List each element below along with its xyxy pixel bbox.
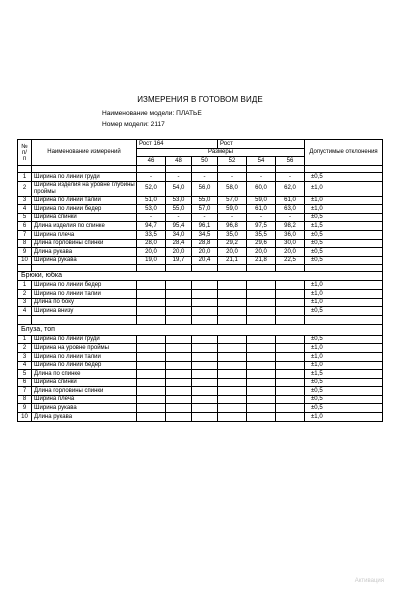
measurement-value: 36,0: [276, 230, 305, 239]
empty-cell: [218, 370, 247, 379]
row-number: 3: [18, 196, 32, 205]
row-number: 6: [18, 222, 32, 231]
row-number: 1: [18, 173, 32, 182]
empty-cell: [192, 315, 218, 324]
measurement-name: Длина горловины спинки: [32, 239, 137, 248]
measurement-value: -: [166, 173, 192, 182]
table-row: [18, 213, 383, 222]
table-row: [18, 239, 383, 248]
empty-cell: [32, 315, 137, 324]
measurement-value: 28,0: [137, 239, 166, 248]
measurement-value: 20,0: [247, 248, 276, 257]
measurement-value: 19,0: [137, 256, 166, 265]
row-number: 7: [18, 230, 32, 239]
measurement-name: Ширина по линии бедер: [32, 361, 137, 370]
measurement-value: -: [166, 213, 192, 222]
empty-cell: [166, 378, 192, 387]
measurement-value: 63,0: [276, 205, 305, 214]
row-number: 1: [18, 335, 32, 344]
measurement-value: 29,2: [218, 239, 247, 248]
measurement-name: Ширина плеча: [32, 230, 137, 239]
row-number: 6: [18, 378, 32, 387]
tolerance-value: ±0,5: [305, 378, 383, 387]
empty-cell: [192, 404, 218, 413]
measurement-name: Ширина по линии бедер: [32, 205, 137, 214]
empty-cell: [166, 265, 192, 272]
measurement-value: -: [276, 213, 305, 222]
empty-cell: [192, 352, 218, 361]
empty-cell: [218, 395, 247, 404]
tolerance-value: ±0,5: [305, 307, 383, 316]
measurement-name: Длина изделия по спинке: [32, 222, 137, 231]
table-row: [18, 335, 383, 344]
measurement-value: 20,0: [166, 248, 192, 257]
row-number: 10: [18, 413, 32, 422]
measurement-value: 20,4: [192, 256, 218, 265]
tolerance-value: ±0,5: [305, 239, 383, 248]
empty-cell: [218, 289, 247, 298]
empty-cell: [137, 307, 166, 316]
empty-cell: [276, 166, 305, 173]
measurement-value: -: [247, 213, 276, 222]
measurement-value: 22,5: [276, 256, 305, 265]
measurement-value: 20,0: [137, 248, 166, 257]
tolerance-value: ±0,5: [305, 213, 383, 222]
empty-cell: [247, 352, 276, 361]
empty-cell: [276, 361, 305, 370]
measurement-value: 52,0: [137, 181, 166, 196]
empty-cell: [276, 378, 305, 387]
tolerance-value: ±1,0: [305, 344, 383, 353]
measurement-name: Ширина по линии груди: [32, 335, 137, 344]
empty-cell: [137, 335, 166, 344]
size-header: 48: [166, 157, 192, 166]
size-header: 50: [192, 157, 218, 166]
row-number: 2: [18, 181, 32, 196]
measurement-name: Длина рукава: [32, 248, 137, 257]
col-header-sizes: Размеры: [137, 149, 305, 157]
tolerance-value: ±1,0: [305, 298, 383, 307]
empty-cell: [166, 395, 192, 404]
table-row: [18, 256, 383, 265]
measurement-value: 61,0: [247, 205, 276, 214]
measurement-name: Длина горловины спинки: [32, 387, 137, 396]
measurement-value: 51,0: [137, 196, 166, 205]
empty-cell: [166, 387, 192, 396]
table-row: [18, 196, 383, 205]
empty-cell: [218, 378, 247, 387]
spacer-row: [18, 265, 383, 272]
table-row: [18, 205, 383, 214]
measurement-name: Ширина рукава: [32, 404, 137, 413]
tolerance-value: ±1,0: [305, 205, 383, 214]
size-header: 52: [218, 157, 247, 166]
empty-cell: [276, 307, 305, 316]
tolerance-value: ±0,5: [305, 387, 383, 396]
measurement-value: 53,0: [137, 205, 166, 214]
measurement-name: Длина по спинке: [32, 370, 137, 379]
empty-cell: [192, 370, 218, 379]
empty-cell: [218, 298, 247, 307]
measurement-name: Ширина изделия на уровне глубины проймы: [32, 181, 137, 196]
measurement-name: Ширина по линии талии: [32, 196, 137, 205]
row-number: 5: [18, 370, 32, 379]
table-row: [18, 307, 383, 316]
empty-cell: [166, 298, 192, 307]
tolerance-value: ±1,0: [305, 181, 383, 196]
measurement-value: 95,4: [166, 222, 192, 231]
empty-cell: [247, 289, 276, 298]
tolerance-value: ±1,0: [305, 361, 383, 370]
empty-cell: [32, 166, 137, 173]
empty-cell: [166, 307, 192, 316]
measurement-value: 53,0: [166, 196, 192, 205]
table-row: [18, 344, 383, 353]
empty-cell: [218, 387, 247, 396]
measurement-value: 34,0: [166, 230, 192, 239]
empty-cell: [137, 281, 166, 290]
empty-cell: [218, 281, 247, 290]
measurement-value: 28,8: [192, 239, 218, 248]
empty-cell: [247, 361, 276, 370]
row-number: 4: [18, 205, 32, 214]
measurement-value: -: [137, 173, 166, 182]
measurements-table: [17, 139, 383, 422]
table-row: [18, 248, 383, 257]
table-row: [18, 361, 383, 370]
spacer-row: [18, 166, 383, 173]
size-header: 54: [247, 157, 276, 166]
measurement-value: 96,1: [192, 222, 218, 231]
measurement-name: Ширина внизу: [32, 307, 137, 316]
empty-cell: [192, 344, 218, 353]
empty-cell: [166, 166, 192, 173]
empty-cell: [218, 265, 247, 272]
empty-cell: [192, 413, 218, 422]
empty-cell: [166, 413, 192, 422]
measurement-value: 97,5: [247, 222, 276, 231]
empty-cell: [137, 352, 166, 361]
tolerance-value: ±0,5: [305, 230, 383, 239]
empty-cell: [192, 166, 218, 173]
measurement-value: 20,0: [276, 248, 305, 257]
empty-cell: [137, 166, 166, 173]
empty-cell: [247, 370, 276, 379]
tolerance-value: ±0,5: [305, 248, 383, 257]
row-number: 7: [18, 387, 32, 396]
measurement-value: 57,0: [192, 205, 218, 214]
empty-cell: [137, 404, 166, 413]
empty-cell: [137, 387, 166, 396]
empty-cell: [276, 387, 305, 396]
empty-cell: [276, 315, 305, 324]
row-number: 1: [18, 281, 32, 290]
measurement-value: 58,0: [218, 181, 247, 196]
measurement-value: 59,0: [218, 205, 247, 214]
section-title: Блуза, топ: [18, 324, 383, 335]
empty-cell: [305, 166, 383, 173]
empty-cell: [192, 335, 218, 344]
col-header-rost-1: Рост 164: [137, 140, 218, 149]
empty-cell: [137, 298, 166, 307]
measurement-value: -: [247, 173, 276, 182]
measurement-value: 98,2: [276, 222, 305, 231]
row-number: 2: [18, 344, 32, 353]
row-number: 3: [18, 352, 32, 361]
table-row: [18, 413, 383, 422]
table-row: [18, 230, 383, 239]
spacer-row: [18, 315, 383, 324]
measurement-value: -: [137, 213, 166, 222]
empty-cell: [276, 395, 305, 404]
empty-cell: [247, 315, 276, 324]
measurement-name: Ширина на уровне проймы: [32, 344, 137, 353]
empty-cell: [166, 344, 192, 353]
empty-cell: [32, 265, 137, 272]
table-row: [18, 222, 383, 231]
empty-cell: [18, 265, 32, 272]
empty-cell: [276, 281, 305, 290]
table-row: [18, 395, 383, 404]
table-row: [18, 281, 383, 290]
empty-cell: [137, 289, 166, 298]
empty-cell: [276, 265, 305, 272]
row-number: 5: [18, 213, 32, 222]
measurement-name: Ширина по линии бедер: [32, 281, 137, 290]
empty-cell: [137, 361, 166, 370]
empty-cell: [247, 413, 276, 422]
measurement-value: 35,0: [218, 230, 247, 239]
tolerance-value: ±1,0: [305, 413, 383, 422]
empty-cell: [192, 395, 218, 404]
col-header-name: Наименование измерений: [32, 140, 137, 166]
measurement-name: Ширина спинки: [32, 213, 137, 222]
empty-cell: [137, 370, 166, 379]
measurement-value: 55,0: [192, 196, 218, 205]
table-row: [18, 289, 383, 298]
empty-cell: [247, 307, 276, 316]
row-number: 9: [18, 248, 32, 257]
model-number: Номер модели: 2117: [102, 121, 165, 128]
table-row: [18, 404, 383, 413]
empty-cell: [166, 335, 192, 344]
measurement-value: 55,0: [166, 205, 192, 214]
empty-cell: [218, 352, 247, 361]
empty-cell: [247, 404, 276, 413]
tolerance-value: ±0,5: [305, 404, 383, 413]
col-header-tolerance: Допустимые отклонения: [305, 140, 383, 166]
empty-cell: [247, 378, 276, 387]
empty-cell: [137, 378, 166, 387]
row-number: 3: [18, 298, 32, 307]
measurement-value: 30,0: [276, 239, 305, 248]
measurement-name: Ширина плеча: [32, 395, 137, 404]
empty-cell: [137, 413, 166, 422]
empty-cell: [247, 395, 276, 404]
empty-cell: [247, 298, 276, 307]
section-row: [18, 272, 383, 281]
tolerance-value: ±0,5: [305, 173, 383, 182]
table-row: [18, 173, 383, 182]
document-title: ИЗМЕРЕНИЯ В ГОТОВОМ ВИДЕ: [137, 95, 263, 104]
empty-cell: [192, 281, 218, 290]
tolerance-value: ±1,0: [305, 281, 383, 290]
row-number: 2: [18, 289, 32, 298]
empty-cell: [218, 335, 247, 344]
empty-cell: [137, 315, 166, 324]
measurement-value: 20,0: [218, 248, 247, 257]
measurement-value: 57,0: [218, 196, 247, 205]
measurement-name: Длина по боку: [32, 298, 137, 307]
measurement-value: 62,0: [276, 181, 305, 196]
measurement-value: 21,1: [218, 256, 247, 265]
row-number: 8: [18, 239, 32, 248]
empty-cell: [18, 166, 32, 173]
measurement-value: 54,0: [166, 181, 192, 196]
row-number: 4: [18, 307, 32, 316]
tolerance-value: ±0,5: [305, 256, 383, 265]
empty-cell: [276, 352, 305, 361]
table-row: [18, 378, 383, 387]
measurement-value: 56,0: [192, 181, 218, 196]
measurement-value: -: [192, 173, 218, 182]
empty-cell: [247, 281, 276, 290]
empty-cell: [276, 289, 305, 298]
empty-cell: [305, 265, 383, 272]
empty-cell: [276, 335, 305, 344]
empty-cell: [192, 378, 218, 387]
size-header: 46: [137, 157, 166, 166]
empty-cell: [247, 335, 276, 344]
empty-cell: [247, 265, 276, 272]
measurement-name: Ширина спинки: [32, 378, 137, 387]
measurement-value: 19,7: [166, 256, 192, 265]
empty-cell: [276, 344, 305, 353]
measurement-name: Ширина по линии талии: [32, 289, 137, 298]
tolerance-value: ±0,5: [305, 335, 383, 344]
watermark: Активация: [354, 578, 384, 584]
measurement-value: 35,5: [247, 230, 276, 239]
row-number: 8: [18, 395, 32, 404]
measurement-value: 21,8: [247, 256, 276, 265]
empty-cell: [218, 166, 247, 173]
empty-cell: [276, 370, 305, 379]
empty-cell: [218, 315, 247, 324]
measurement-value: -: [192, 213, 218, 222]
empty-cell: [247, 344, 276, 353]
empty-cell: [247, 166, 276, 173]
measurement-value: 94,7: [137, 222, 166, 231]
measurement-value: -: [218, 213, 247, 222]
measurement-value: -: [218, 173, 247, 182]
section-row: [18, 324, 383, 335]
empty-cell: [218, 344, 247, 353]
empty-cell: [192, 361, 218, 370]
col-header-rost-2: Рост: [218, 140, 305, 149]
empty-cell: [192, 289, 218, 298]
table-row: [18, 181, 383, 196]
tolerance-value: ±1,0: [305, 196, 383, 205]
measurement-name: Ширина по линии груди: [32, 173, 137, 182]
tolerance-value: ±1,0: [305, 289, 383, 298]
empty-cell: [192, 298, 218, 307]
measurement-value: 33,5: [137, 230, 166, 239]
table-row: [18, 370, 383, 379]
table-row: [18, 387, 383, 396]
empty-cell: [276, 413, 305, 422]
empty-cell: [192, 265, 218, 272]
size-header: 56: [276, 157, 305, 166]
measurement-value: 20,0: [192, 248, 218, 257]
empty-cell: [166, 361, 192, 370]
model-name: Наименование модели: ПЛАТЬЕ: [102, 110, 202, 117]
tolerance-value: ±1,0: [305, 352, 383, 361]
empty-cell: [18, 315, 32, 324]
empty-cell: [166, 289, 192, 298]
tolerance-value: ±1,5: [305, 222, 383, 231]
empty-cell: [192, 387, 218, 396]
empty-cell: [166, 404, 192, 413]
table-row: [18, 298, 383, 307]
measurement-value: 34,5: [192, 230, 218, 239]
empty-cell: [218, 361, 247, 370]
empty-cell: [218, 404, 247, 413]
empty-cell: [166, 315, 192, 324]
col-header-number: № п/ п: [18, 140, 32, 166]
table-row: [18, 352, 383, 361]
empty-cell: [137, 344, 166, 353]
empty-cell: [276, 298, 305, 307]
empty-cell: [218, 413, 247, 422]
empty-cell: [276, 404, 305, 413]
empty-cell: [192, 307, 218, 316]
empty-cell: [137, 395, 166, 404]
section-title: Брюки, юбка: [18, 272, 383, 281]
tolerance-value: ±1,5: [305, 370, 383, 379]
empty-cell: [166, 281, 192, 290]
tolerance-value: ±0,5: [305, 395, 383, 404]
empty-cell: [166, 352, 192, 361]
empty-cell: [137, 265, 166, 272]
empty-cell: [166, 370, 192, 379]
measurement-value: 28,4: [166, 239, 192, 248]
row-number: 9: [18, 404, 32, 413]
measurement-value: -: [276, 173, 305, 182]
measurement-name: Ширина рукава: [32, 256, 137, 265]
empty-cell: [305, 315, 383, 324]
measurement-name: Длина рукава: [32, 413, 137, 422]
measurement-value: 59,0: [247, 196, 276, 205]
measurement-value: 96,8: [218, 222, 247, 231]
row-number: 10: [18, 256, 32, 265]
measurement-value: 29,6: [247, 239, 276, 248]
empty-cell: [247, 387, 276, 396]
row-number: 4: [18, 361, 32, 370]
empty-cell: [218, 307, 247, 316]
measurement-value: 61,0: [276, 196, 305, 205]
measurement-name: Ширина по линии талии: [32, 352, 137, 361]
measurement-value: 60,0: [247, 181, 276, 196]
